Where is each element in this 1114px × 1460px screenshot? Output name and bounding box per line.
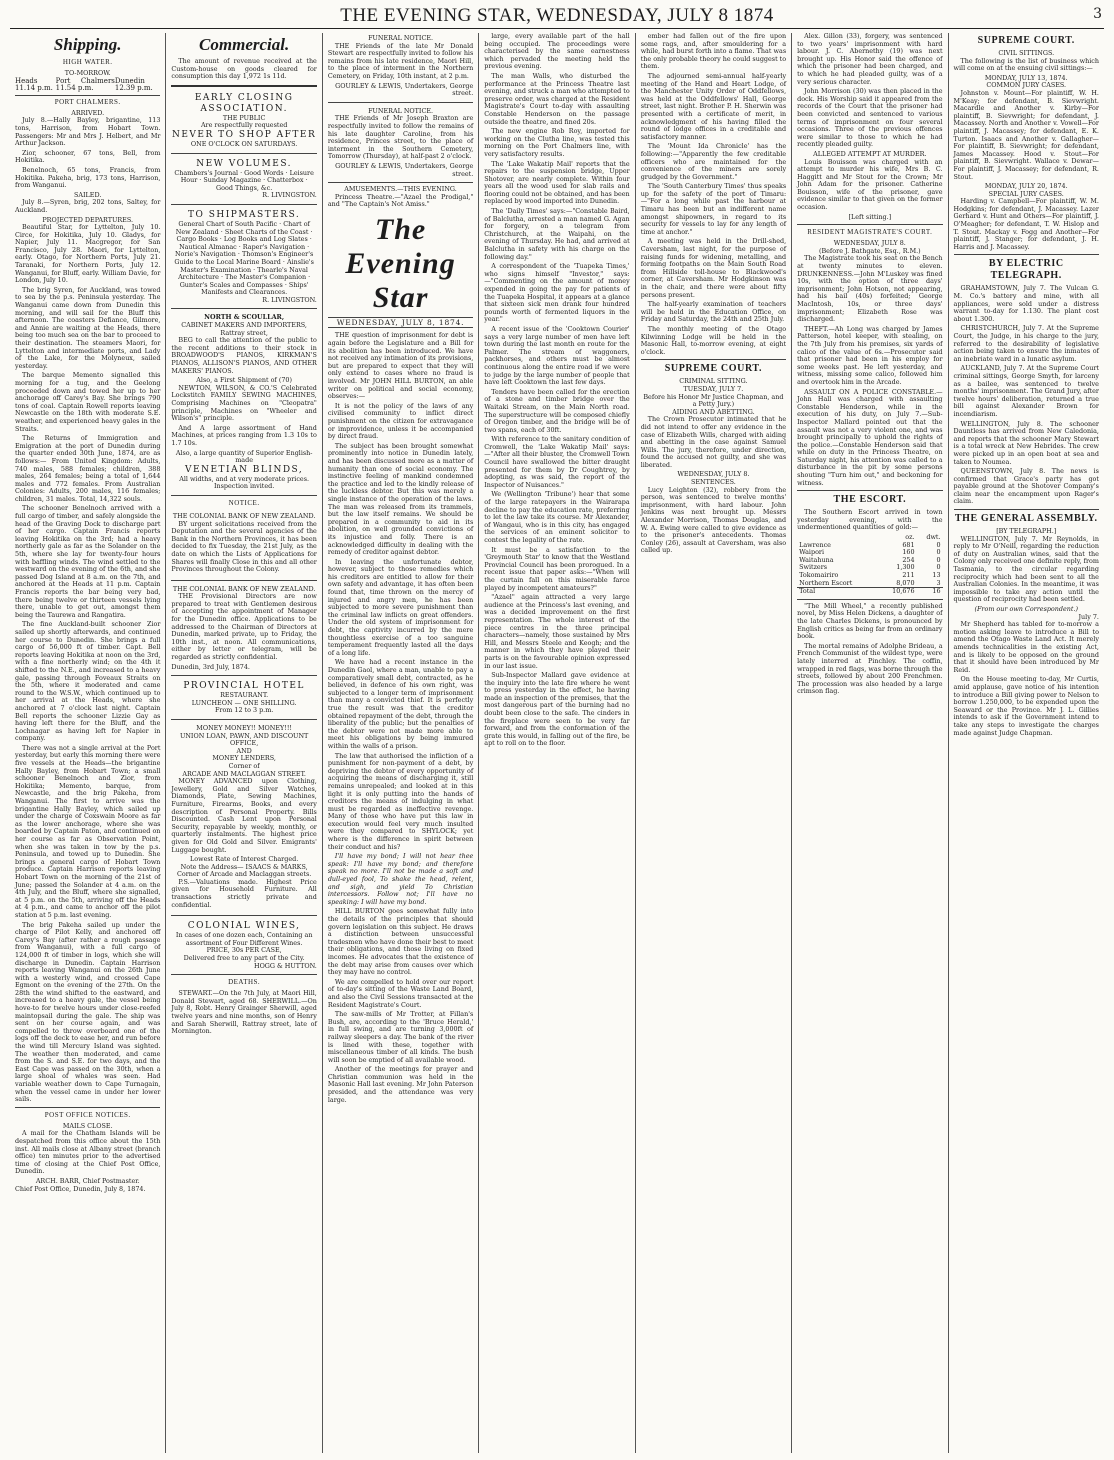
assembly-paragraph: On the House meeting to-day, Mr Curtis, amid applause, gave notice of his intention to introduce a Bill giving power to Nelson to borrow 1.250,000, to be expended upon the Seaward or the Province. Mr J. L. Gillies intends to ask if the Government intend to take any steps to investigate the charges made against Judge Chapman. [953, 675, 1099, 737]
gold-oz: 681 [902, 540, 915, 549]
news-paragraph: A correspondent of the 'Tuapeka Times,' who signs himself "Investor," says:—"Commenting on the amount of money expended in going the pay for patients of the Tuapeka Hospital, it appears at a glance that sixteen sick men drank four hundred pounds worth of fermented liquors in the year." [484, 262, 630, 324]
news-paragraph: A meeting was held in the Drill-shed, Caversham, last night, for the purpose of raising funds for widening, metalling, and forming footpaths on the Main South Road from Hillside toll-house to Blackwood's corner, at Caversham. Mr Hodgkinson was in the chair, and there were about fifty persons present. [640, 237, 787, 299]
gold-oz: 1,300 [896, 563, 915, 572]
news-paragraph: The new engine Rob Roy, imported for working on the Clutha line, was tested this morning on the Port Chalmers line, with very satisfactory results. [484, 127, 630, 158]
funeral-body: THE Friends of the late Mr Donald Stewart are respectfully invited to follow his remains from his late residence, Maori Hill, to the place of interment in the Northern Cemetery, on Friday, 10th instant, at 2 p.m. [327, 41, 474, 80]
ad-new-volumes [171, 157, 316, 205]
funeral-signature: GOURLEY & LEWIS, Undertakers, George street. [335, 161, 474, 178]
ad-line: From 12 to 3 p.m. [214, 706, 274, 715]
ad-early-closing-title: EARLY CLOSING ASSOCIATION. [194, 92, 294, 114]
court-subheading: ALLEGED ATTEMPT AT MURDER. [813, 149, 927, 158]
court-paragraph: The Magistrate took his seat on the Bench at twenty minutes to eleven. DRUNKENNESS.—John M'Luskey was fined 10s, with the option of three days' imprisonment; John Hotson, not appearing, had his bail (40s) forfeited; George MacIntosh, 10s, or three days' imprisonment; Elizabeth Rose was discharged. [797, 254, 943, 324]
shipping-body-4: The schooner Benelnoch arrived with a full cargo of timber, and safely alongside the head of the Graving Dock to discharge part of her cargo. Captain Francis reports leaving Hokitika on the 3rd; had a heavy northerly gale as far as the Solander on the 5th, where she lay for twenty-four hours with baffling winds. The wind settled to the westward on the evening of the 6th, and she passed Dog Island at 8 a.m. on the 7th, and anchored at the Heads at 11 p.m. Captain Francis reports the bar being very bad, there being twelve or thirteen vessels lying there, unable to get out, amongst them being the Taurewa and Rangatira. [15, 504, 161, 619]
evening-star-masthead [328, 213, 473, 329]
telegram-paragraph: CHRISTCHURCH, July 7. At the Supreme Court, the Judge, in his charge to the jury, referred to the desirability of legislative action being taken to ensure the inmates of an inebriate ward in a lunatic asylum. [953, 324, 1099, 363]
court-paragraph: Lucy Leighton (32), robbery from the person, was sentenced to twelve months' imprisonment, with hard labour. John Jenkins was next brought up. Messrs Alexander Morrison, Thomas Douglas, and W. A. Ewing were called to give evidence as to the prisoner's antecedents. Thomas Conley (26), assault at Caversham, was also called up. [640, 485, 787, 555]
tomorrow-label: TO-MORROW. [64, 69, 111, 77]
court-subheading: COMMON JURY CASES. [986, 81, 1067, 90]
masthead-name: The Evening Star [345, 212, 456, 314]
ad-body: NEWTON, WILSON, & CO.'S Celebrated Lockstitch FAMILY SEWING MACHINES, Comprising Machines on "Cleopatra" principle, Machines on "Wheeler and Wilson's" principle. [171, 383, 317, 423]
leader-paragraph: It is not the policy of the laws of any civilised community to inflict direct punishment on the citizen for extravagance or improvidence, unless it be accompanied by direct fraud. [327, 401, 474, 441]
funeral-title: FUNERAL NOTICE. [368, 34, 434, 42]
electric-telegraph-heading: BY ELECTRIC TELEGRAPH. [988, 258, 1064, 282]
telegram-paragraph: QUEENSTOWN, July 8. The news is confirmed that Grace's party has got payable ground at the Shotover Company's claim near the encampment upon Rager's claim. [953, 467, 1099, 506]
criminal-sitting-label: CRIMINAL SITTING. [679, 377, 748, 386]
assembly-paragraph: WELLINGTON, July 7. Mr Reynolds, in reply to Mr O'Neill, regarding the reduction of duty on Australian wines, said that the Colony only received one definite reply, from Tasmania, to the circular regarding reciprocity which had been sent to all the Australian Colonies. In the meantime, it was impossible to take any action until the question of reciprocity had been settled. [953, 534, 1099, 604]
news-paragraph: "The Mill Wheel," a recently published novel, by Miss Helen Dickens, a daughter of the late Charles Dickens, is pronounced by English critics as being far from an ordinary book. [797, 601, 943, 641]
ad-line: VENETIAN BLINDS, [185, 464, 304, 475]
ad-line: Delivered free to any part of the City. [183, 954, 305, 963]
ad-body: THE Provisional Directors are now prepared to treat with Gentlemen desirous of accepting the appointment of Manager for the Dunedin office. Applications to be addressed to the Chairman of Directors at Dunedin, marked private, up to Friday, the 10th inst., at noon. All communications, either by letter or telegram, will be regarded as strictly confidential. [171, 592, 317, 662]
ad-line: UNION LOAN, PAWN, AND DISCOUNT OFFICE, [179, 731, 309, 748]
ad-body: BY urgent solicitations received from the Deputation and the several agencies of the Bank in the Northern Provinces, it has been decided to fix Tuesday, the 21st July, as the date on which the Lists of Applications for Shares will finally Close in this and all other Provinces throughout the Colony. [171, 519, 317, 574]
column-6 [792, 33, 948, 1453]
ad-line: Also, a large quantity of Superior English-made [175, 448, 313, 465]
notice-heading: NOTICE. [228, 498, 260, 507]
ad-line: ARCADE AND MACLAGGAN STREET. [182, 769, 306, 778]
page-number: 3 [1093, 6, 1102, 22]
ad-body: MONEY ADVANCED upon Clothing, Jewellery, Gold and Silver Watches, Diamonds, Plate, Sewing Machines, Furniture, Firearms, Books, and every description of Personal Property. Bills Discounted. Cash Lent upon Personal Security, repayable by weekly, monthly, or quarterly instalments. The highest price given for Old Gold and Silver. Emigrants' Luggage bought. [171, 777, 317, 854]
news-paragraph: ember had fallen out of the fire upon some rags, and, after smouldering for a while, had burst forth into a flame. That was the only probable theory he could suggest to them. [640, 33, 787, 71]
news-paragraph: The man Walls, who disturbed the performance at the Princess Theatre last evening, and struck a man who attempted to preserve order, was charged at the Resident Magistrate's Court to-day with assaulting Constable Henderson on the passage outside the theatre, and fined 20s. [484, 71, 630, 126]
assembly-date: July 7. [1078, 612, 1099, 621]
ad-signature: R. LIVINGSTON. [262, 295, 317, 304]
court-paragraph: ASSAULT ON A POLICE CONSTABLE.—John Hall was charged with assaulting Constable Henderson, while in the execution of his duty, on July 7.—Sub-Inspector Mallard pointed out that the assault was not a very violent one, and was brought principally to uphold the rights of the police.—Constable Henderson said that while on duty in the Princess Theatre, on Saturday night, his attention was called to a disturbance in the pit by some persons shouting "Turn him out," and beckoning for witness. [797, 387, 943, 487]
ad-colonial-bank-1 [171, 511, 316, 581]
column-header-oz: oz. [905, 533, 915, 542]
ad-title: MONEY MONEY!! MONEY!!! [196, 724, 292, 732]
escort-paragraph: The Southern Escort arrived in town yesterday evening, with the undermentioned quantities of gold:— [797, 508, 943, 532]
ad-body: BEG to call the attention of the public to the recent additions to their stock in BROADWOOD'S PIANOS, KIRKMAN'S PIANOS, ALLISON'S PIANOS, AND OTHER MAKERS' PIANOS. [171, 336, 317, 375]
news-paragraph: We (Wellington 'Tribune') hear that some of the large ratepayers in the Wairarapa decline to pay the education rate, preferring to let the law take its course. Mr Alexander, of Wangaui, who is in this city, has engaged the services of an eminent solicitor to contest the legality of the rate. [484, 490, 630, 544]
tide-port-chalmers: Port Chalmers 11.54 p.m. [55, 76, 115, 93]
masthead-date: WEDNESDAY, JULY 8, 1874. [328, 317, 473, 329]
divider [641, 359, 786, 360]
shipping-body-2: The barque Memento signalled this morning for a tug, and the Geelong proceeded down and towed her up to her anchorage off Carey's Bay. She brings 790 tons of coal. Captain Rowell reports leaving Newcastle on the 18th with moderate S.E. weather, and experienced heavy gales in the Straits. [15, 371, 161, 433]
leader-paragraph: We have had a recent instance in the Dunedin Gaol, where a man, unable to pay a comparatively small debt, contracted, as he believed, in defence of his own right, was subjected to a longer term of imprisonment than many a convicted thief. It is perfectly true the result was that the creditor obtained repayment of the debt, through the liberality of the public; but the penalties of the debtor were not made more able to meet his obligations by being immured within the walls of a prison. [327, 658, 474, 750]
news-paragraph: The 'South Canterbury Times' thus speaks up for the safety of the port of Timaru:—"For a long while past the harbour at Timaru has been but an indifferent name amongst shipowners, in regard to its security for vessels to lay for any length of time at anchor." [640, 182, 787, 236]
ad-colonial-wines [171, 919, 316, 975]
news-paragraph: "Azael" again attracted a very large audience at the Princess's last evening, and was a decided improvement on the first representation. The whole interest of the piece centres in the three principal characters—namely, those sustained by Mrs Hill, and Messrs Steele and Keogh; and the manner in which they have played their parts is on the favourable opinion expressed in our last issue. [484, 593, 630, 670]
sailed-label: SAILED. [74, 190, 102, 199]
ad-line: THE PUBLIC [222, 113, 266, 122]
by-telegraph-label: [BY TELEGRAPH.] [996, 527, 1057, 536]
news-paragraph: Sub-Inspector Mallard gave evidence at the inquiry into the late fire where he went to press yesterday in the effect, he having made an inspection of the premises, that the most dangerous part of the burning had no doubt been close to the safe. The cinders in the fireplace were seen to be very far forward, and from the conformation of the grate this would, in falling out of the fire, be apt to roll on to the floor. [484, 671, 630, 748]
divider [954, 254, 1099, 255]
ad-early-closing [171, 91, 316, 154]
court-before: (Before J. Bathgate, Esq., R.M.) [818, 246, 921, 255]
news-paragraph: Tenders have been called for the erection of a stone and timber bridge over the Waitaki Stream, on the Main North road. The superstructure will be composed chiefly of Oregon timber, and the bridge will be of two spans, each of 30ft. [484, 387, 630, 434]
ad-shipmasters-title: TO SHIPMASTERS. [187, 209, 301, 220]
gold-dwt: 0 [936, 555, 941, 564]
column-4 [479, 33, 635, 1453]
commercial-heading: Commercial. [199, 35, 290, 54]
ad-line: MONEY LENDERS, [212, 754, 276, 763]
gold-place: Lawrence [799, 540, 831, 549]
ad-signature: HOGG & HUTTON. [254, 961, 317, 970]
news-paragraph: The saw-mills of Mr Trotter, at Fillan's Bush, are, according to the 'Bruce Herald,' in full swing, and are turning 3,000ft of railway sleepers a day. The bank of the river is lined with these, together with miscellaneous timber of all kinds. The bush will soon be emptied of all available wood. [327, 1010, 474, 1064]
news-paragraph: The adjourned semi-annual half-yearly meeting of the Hand and Heart Lodge, of the Manchester Unity Order of Oddfellows, was held at the Oddfellows' Hall, George street, last night. Brother P. H. Sherwin was presented with a certificate of merit, in acknowledgment of his having filled the round of lodge offices in a creditable and satisfactory manner. [640, 71, 787, 141]
shipping-body-3: The Returns of Immigration and Emigration at the port of Dunedin during the quarter ended 30th June, 1874, are as follows:— From United Kingdom: Adults, 740 males, 588 females; children, 388 males, 264 females; being a total of 1,644 males and 772 females. From Australian Colonies: Adults, 200 males, 116 females; children, 31 males. Total, 14,322 souls. [15, 434, 161, 503]
news-paragraph: It must be a satisfaction to the 'Greymouth Star' to know that the Westland Provincial Council has been prorogued. In a recent issue that paper asks:—"When will the curtain fall on this miserable farce played by incompetent amateurs?" [484, 545, 630, 592]
court-paragraph: The Crown Prosecutor intimated that he did not intend to offer any evidence in the case of Elizabeth Wills, charged with aiding and abetting in the case against Samuel Wills. The jury, therefore, under direction, found the accused not guilty, and she was liberated. [640, 415, 787, 469]
ad-title: THE COLONIAL BANK OF NEW ZEALAND. [172, 511, 316, 520]
tide-heads: Heads 11.14 p.m. [15, 76, 53, 93]
commercial-revenue: The amount of revenue received at the Custom-house on goods cleared for consumption this day 1,972 1s 11d. [171, 57, 317, 81]
court-date: WEDNESDAY, JULY 8. [833, 239, 906, 248]
ad-line: Note the Address— ISAACS & MARKS, Corner of Arcade and Maclaggan streets. [176, 862, 312, 879]
ad-line: AND [236, 746, 252, 755]
divider [797, 224, 942, 225]
leader-paragraph: In leaving the unfortunate debtor, however, subject to those remedies which his creditors are entitled to allow for their own safety and advantage, it has often been found that, time thrown on the mercy of injured and angry men, he has been subjected to more severe punishment than the criminal law inflicts on great offenders. Under the old system of imprisonment for debt, the captivity incurred by the mere thoughtless exercise of a too sanguine temperament frequently lasted all the days of a long life. [327, 557, 474, 657]
news-paragraph: The half-yearly examination of teachers will be held in the Education Office, on Friday and Saturday, the 24th and 25th July. [640, 300, 787, 324]
resident-magistrate-heading: RESIDENT MAGISTRATE'S COURT. [807, 228, 933, 237]
ad-list: Chambers's Journal · Good Words · Leisure Hour · Sunday Magazine · Chatterbox · Good Things, &c. [174, 168, 314, 192]
funeral-notice-2 [328, 106, 473, 183]
assembly-paragraph: Mr Shepherd has tabled for to-morrow a motion asking leave to introduce a Bill to amend the Otago Waste Land Act. It merely amends technicalities in the existing Act, and is likely to be opposed on the ground that it should have been introduced by Mr Reid. [953, 620, 1099, 674]
ad-line: In cases of one dozen each, Containing an assortment of Four Different Wines. [175, 931, 313, 947]
gold-oz: 8,070 [896, 578, 915, 587]
divider [954, 509, 1099, 510]
arrival-2: Zior, schooner, 67 tons, Bell, from Hokitika. [15, 148, 161, 165]
columns [10, 33, 1104, 1453]
ad-provincial-hotel [171, 679, 316, 720]
ad-title: PROVINCIAL HOTEL [183, 681, 305, 692]
projected-departures: Beautiful Star, for Lyttelton, July 10. Circe, for Hokitika, July 10. Gladys, for Napier, July 11. Macgregor, for San Francisco, July 28. Maori, for Lyttelton, early. Otago, for Northern Ports, July 21. Taranaki, for Northern Ports, July 12. Wanganui, for Bluff, early. William Davie, for London, July 10. [15, 223, 161, 285]
ad-signature: R. LIVINGSTON. [262, 191, 317, 200]
court-date: TUESDAY, JULY 7. [683, 384, 744, 393]
gold-dwt: 13 [932, 571, 941, 579]
tide-dunedin: Dunedin 12.39 p.m. [114, 76, 153, 93]
ad-line: Corner of [228, 761, 260, 770]
page-header-title: THE EVENING STAR, WEDNESDAY, JULY 8 1874 [340, 5, 774, 26]
ad-line: Also, a First Shipment of (70) [196, 376, 292, 385]
ad-line: PRICE, 30s PER CASE, [206, 946, 282, 955]
court-subheading: SPECIAL JURY CASES. [988, 189, 1064, 198]
ad-new-volumes-title: NEW VOLUMES. [196, 158, 293, 169]
gold-total-oz: 10,676 [879, 588, 917, 596]
court-subheading: SENTENCES. [690, 478, 736, 487]
arrival-3: Benelnoch, 65 tons, Francis, from Hokitika. Pakeha, brig, 173 tons, Harrison, from Wanganui. [15, 165, 161, 190]
shipping-body-6: There was not a single arrival at the Port yesterday, but early this morning there were five vessels at the Heads—the brigantine Hally Bayley, from Hobart Town; a small schooner Benelnoch and Zior, from Hokitika; Memento, barque, from Newcastle, and the brig Pakeha, from Wanganui. The first to arrive was the brigantine Hally Bayley, which sailed up under the charge of Coxswain Moore as far as the lower anchorage, where she was boarded by Captain Paton, and continued on her course as far as Observation Point, when she was taken in tow by the p.s. Peninsula, and towed up to Dunedin. She brings a general cargo of Hobart Town produce. Captain Harrison reports leaving Hobart Town on the morning of the 21st of June; passed the Solander at 4 a.m. on the 4th July, and the Bluff, where she signalled, at 5 p.m. on the 5th, arriving off the Heads at 4 p.m., and came to anchor off the pilot station at 5 p.m. last evening. [15, 743, 161, 919]
funeral-title: FUNERAL NOTICE. [368, 106, 434, 115]
supreme-court-civil-heading: SUPREME COURT. [977, 35, 1075, 46]
funeral-notice-1 [328, 33, 473, 103]
column-2 [166, 33, 322, 1453]
column-3 [323, 33, 479, 1453]
deaths-heading: DEATHS. [228, 978, 261, 987]
arrived-label: ARRIVED. [71, 108, 105, 117]
sailed-1: July 8.—Syren, brig, 202 tons, Saltey, for Auckland. [15, 198, 161, 214]
news-paragraph: The mortal remains of Adolphe Brideau, a French Communist of the wildest type, were lately interred at Pinchley. The coffin, wrapped in red flags, was borne through the streets, followed by about 200 Frenchmen. The procession was also headed by a large crimson flag. [797, 641, 943, 696]
gold-dwt: 0 [936, 540, 941, 549]
shipping-body-7: The brig Pakeha sailed up under the charge of Pilot Kelly, and anchored off Carey's Bay (after rather a rough passage from Wanganui), with a full cargo of 124,000 ft of timber in logs, which she will discharge in Dunedin. Captain Harrison reports leaving Wanganui on the 26th June with a westerly wind, and crossed Cape Egmont on the evening of the 27th. On the 28th the wind shifted to the eastward, and increased to a heavy gale, the vessel being hove-to for twelve hours under close-reefed maintopsail during the gale. The ship was sent on her course again, and was compelled to throw overboard one of the logs off the deck to ease her, and run before the wind till Mercury Island was sighted. The weather then moderated, and came from the S. and S.E. for two days, and the East Cape was passed on the 30th, when a large shoal of whales was seen. Had variable weather down to Cape Turnagain, when the vessel came in under her lower sails. [15, 920, 161, 1104]
leader-paragraph: The subject has been brought somewhat prominently into notice in Dunedin lately, and has been discussed more as a matter of humanity than one of social economy. The instinctive feeling of mankind condemned the practice and led to the kindly release of the luckless debtor. But this was merely a single instance of the operation of the laws. The man was released from its trammels, but the law itself remains. We should be prepared in a community to aid in its abolition, on well grounded convictions of its injustice and folly. There is an acknowledged difficulty in dealing with the remedy of creditor against debtor. [327, 441, 474, 557]
leader-paragraph: HILL BURTON goes somewhat fully into the details of the principles that should govern legislation on this subject. He draws a distinction between unsuccessful tradesmen who have done their best to meet their obligations, and those living on fixed incomes. He advocates that the existence of the debt may arise from causes over which they may have no control. [327, 907, 474, 977]
case-list: Harding v. Campbell—For plaintiff, W. M. Hodgkins; for defendant, J. Macassey. Lazer Gerhard v. Hunt and Others—For plaintiff, J. O'Meagher; for defendant, T. W. Hislop and T. Stout. Mackay v. Fogg and Another—For plaintiff, J. Stanger; for defendant, J. H. Harris and J. Macassey. [953, 197, 1099, 251]
ad-line: NEVER TO SHOP AFTER [171, 129, 317, 140]
ad-line: RESTAURANT. [220, 691, 269, 700]
ad-line: CABINET MAKERS AND IMPORTERS, Rattray street, [181, 321, 307, 337]
ad-body: P.S.—Valuations made. Highest Price given for Household Furniture. All transactions strictly private and confidential. [171, 877, 317, 909]
news-paragraph: A recent issue of the 'Cooktown Courier' says a very large number of men have left town during the last month en route for the Palmer. The stream of waggoners, packhorses, and others must be almost continuous along the entire road if we were to judge by the large number of people that have left Cooktown the last few days. [484, 324, 630, 387]
ad-line: Inspection invited. [214, 482, 275, 491]
column-1 [10, 33, 166, 1453]
news-paragraph: large, every available part of the hall being occupied. The proceedings were characterised by the same earnestness which pervaded the meeting held the previous evening. [484, 33, 630, 71]
court-paragraph: Louis Bouisson was charged with an attempt to murder his wife, Mrs B. C. Haggitt and Mr Stout for the Crown; Mr John Adam for the prisoner. Catherine Bouisson, wife of the prisoner, gave evidence similar to that given on the former occasion. [797, 157, 943, 212]
news-paragraph: The monthly meeting of the Otago Kilwinning Lodge will be held in the Masonic Hall, to-morrow evening, at eight o'clock. [640, 324, 787, 356]
table-total-row [797, 588, 942, 596]
divider [797, 490, 942, 491]
court-subheading: AIDING AND ABETTING. [672, 407, 755, 416]
shipping-heading: Shipping. [53, 35, 122, 54]
telegram-paragraph: WELLINGTON, July 8. The schooner Dauntless has arrived from New Caledonia, and reports that the schooner Mary Stewart is a total wreck at New Hebrides. The crew were picked up in an open boat at sea and taken to Noumea. [953, 419, 1099, 466]
court-paragraph: John Morrison (30) was then placed in the dock. His Worship said it appeared from the records of the Court that the prisoner had been convicted and sentenced to various terms of imprisonment on four several occasions. Three of the previous offences were similar to those to which he had recently pleaded guilty. [797, 87, 943, 149]
gold-place: Switzers [799, 563, 828, 572]
ad-date: Dunedin, 3rd July, 1874. [171, 662, 250, 671]
tide-table [15, 78, 160, 96]
court-date: MONDAY, JULY 20, 1874. [984, 182, 1068, 191]
port-heading: PORT CHALMERS. [54, 97, 121, 106]
gold-place: Waipori [799, 548, 825, 557]
gold-dwt: 3 [936, 578, 941, 587]
ad-line: Are respectfully requested [200, 121, 288, 130]
court-before: Before his Honor Mr Justice Chapman, and a Petty Jury.) [643, 392, 784, 409]
gold-place: Northern Escort [799, 578, 853, 587]
gold-oz: 254 [902, 555, 915, 564]
amusements-body: Princess Theatre.—"Azael the Prodigal," and "The Captain's Not Amiss." [327, 192, 474, 209]
column-header-dwt: dwt. [926, 533, 941, 542]
court-paragraph: The following is the list of business which will come on at the ensuing civil sittings:— [953, 56, 1099, 73]
general-assembly-heading: THE GENERAL ASSEMBLY. [954, 513, 1098, 525]
divider [171, 85, 316, 87]
own-correspondent-label: (From our own Correspondent.) [974, 605, 1078, 613]
column-7 [949, 33, 1104, 1453]
divider [797, 599, 942, 600]
post-office-heading: POST OFFICE NOTICES. [44, 1110, 131, 1119]
telegram-paragraph: GRAHAMSTOWN, July 7. The Vulcan G. M. Co.'s battery and mine, with all appliances, were sold under a distress warrant to-day for 1.130. The plant cost about 1.300. [953, 284, 1099, 323]
ad-line: All widths, and at very moderate prices. [179, 474, 310, 483]
civil-sittings-label: CIVIL SITTINGS. [998, 49, 1055, 57]
gold-place: Waitahuna [799, 555, 834, 564]
news-paragraph: The 'Daily Times' says:—"Constable Baird, of Balclutha, arrested a man named G. Agan for forgery, on a telegram from Christchurch, at the Waipahi, on the evening of Thursday. He had, and arrived at Balclutha in safety with his charge on the following day." [484, 207, 630, 261]
supreme-court-criminal-heading: SUPREME COURT. [664, 363, 763, 375]
amusements-heading: AMUSEMENTS.—THIS EVENING. [344, 185, 457, 194]
gold-escort-table [797, 534, 942, 596]
gold-oz: 160 [902, 548, 915, 557]
column-5 [636, 33, 792, 1453]
ad-line: Lowest Rate of Interest Charged. [190, 855, 299, 864]
projected-label: PROJECTED DEPARTURES. [42, 215, 134, 224]
ad-colonial-bank-2 [171, 584, 316, 677]
ad-line: LUNCHEON — ONE SHILLING. [191, 698, 297, 707]
ad-title: COLONIAL WINES, [187, 921, 301, 932]
ad-north-scoullar [171, 312, 316, 495]
shipping-body-1: The brig Syren, for Auckland, was towed to sea by the p.s. Peninsula yesterday. The Wanganui came down from Dunedin this morning, and will sail for the Bluff this afternoon. The coasters Defiance, Gilmore, and Annie are waiting at the Heads, there being too much sea on the bar to proceed to their destination. The steamers Maori, for Lyttelton and intermediate ports, and Lady of the Lake, for the Molyneux, sailed yesterday. [15, 285, 161, 370]
left-sitting-note: [Left sitting.] [848, 212, 892, 221]
post-office-date: Chief Post Office, Dunedin, July 8, 1874. [15, 1184, 146, 1193]
news-paragraph: The 'Mount Ida Chronicle' has the following:—"Apparently the few creditable officers who are maintained for the convenience of the miners are sorely grudged by the Government." [640, 142, 787, 181]
gold-total-label: Total [797, 588, 879, 596]
gold-place: Tokomairiro [799, 571, 839, 579]
court-paragraph: Alex. Gillon (33), forgery, was sentenced to two years' imprisonment with hard labour. J. C. Abernethy (19) was next brought up. His Honor said the offence of which the prisoner had been charged, and to which he had pleaded guilty, was of a very serious character. [797, 33, 943, 86]
gold-dwt: 0 [936, 548, 941, 557]
news-paragraph: Another of the meetings for prayer and Christian communion was held in the Masonic Hall last evening. Mr John Paterson presided, and the attendance was very large. [327, 1065, 474, 1104]
leader-paragraph: The law that authorised the infliction of a punishment for non-payment of a debt, by depriving the debtor of every opportunity of acquiring the means of discharging it, still remains unrepealed; and looked at in this light it is only putting into the hands of creditors the means of indulging in what must be regarded as ineffective revenge. Many of those who have put this law in execution would feel very much insulted were they compared to SHYLOCK; yet where is the difference in spirit between their conduct and his? [327, 751, 474, 851]
court-paragraph: THEFT.—Ah Long was charged by James Patterson, hotel keeper, with stealing, on the 7th July from his premises, six yards of calico of the value of 6s.—Prosecutor said that prisoner had been in his employ for some weeks past. He left yesterday, and witness, missing some calico, followed him and overtook him in the Arcade. [797, 324, 943, 386]
ad-line: ONE O'CLOCK ON SATURDAYS. [190, 139, 298, 148]
funeral-signature: GOURLEY & LEWIS, Undertakers, George street. [335, 81, 474, 98]
deaths-body: STEWART.—On the 7th July, at Maori Hill, Donald Stewart, aged 68. SHERWILL.—On July 8, Robt. Henry Grainger Sherwill, aged twelve years and nine months, son of Henry and Sarah Sherwill, Rattray street, late of Mornington. [171, 989, 317, 1036]
ad-list: General Chart of South Pacific · Chart of New Zealand · Sheet Charts of the Coast · Cargo Books · Log Books and Log Slates · Nautical Almanac · Raper's Navigation · Norie's Navigation · Thomson's Engineer's Guide to the Local Marine Board · Ainslie's Master's Examination · Thearle's Naval Architecture · The Master's Companion · Gunter's Scales and Compasses · Ships' Manifests and Clearances. [174, 219, 314, 297]
ad-north-scoullar-title: NORTH & SCOULLAR, [204, 313, 285, 322]
ad-body: And A large assortment of Hand Machines, at prices ranging from 1.3 10s to 1.7 10s. [171, 423, 317, 447]
mails-close-label: MAILS CLOSE. [62, 1121, 113, 1130]
leader-paragraph: THE question of imprisonment for debt is again before the Legislature and a Bill for its abolition has been introduced. We have not received any intimation of its provisions, but are prepared to expect that they will only extend to cases where no fraud is involved. Mr JOHN HILL BURTON, an able writer on political and social economy, observes:— [327, 331, 474, 401]
gold-total-dwt: 16 [917, 588, 943, 596]
leader-quotation: I'll have my bond; I will not hear thee speak: I'll have my bond; and therefore speak no more. I'll not be made a soft and dull-eyed fool, To shake the head, relent, and sigh, and yield To Christian intercessors. Follow not; I'll have no speaking: I will have my bond. [327, 852, 474, 906]
divider [15, 1107, 160, 1108]
ad-money-lenders [171, 723, 316, 916]
news-paragraph: We are compelled to hold over our report of to-day's sitting of the Waste Land Board, and also the Civil Sessions transacted at the Resident Magistrate's Court. [327, 977, 474, 1009]
court-date: WEDNESDAY, JULY 8. [677, 470, 750, 479]
table-row [797, 580, 942, 588]
shipping-body-5: The fine Auckland-built schooner Zior sailed up shortly afterwards, and continued her course to Dunedin. She brings a full cargo of 56,000 ft of timber. Capt. Bell reports leaving Hokitika at noon on the 3rd, with a fine northerly wind; on the 4th it shifted to the N.E., and increased to a heavy gale, passing through Foveaux Straits on the 5th, where it moderated and came round to the W.S.W., which continued up to her arrival at the Heads, where she anchored at 7 o'clock last night. Captain Bell reports the schooner Lizzie Gay as having left there for the Bluff, and the Lochnagar as having left for Napier in company. [15, 620, 161, 743]
court-date: MONDAY, JULY 13, 1874. [984, 73, 1068, 82]
funeral-body: THE Friends of Mr Joseph Braxton are respectfully invited to follow the remains of his late daughter Caroline, from his residence, Princes street, to the place of interment in the Southern Cemetery, Tomorrow (Thursday), at half-past 2 o'clock. [327, 114, 474, 161]
gold-oz: 211 [902, 571, 915, 579]
gold-dwt: 0 [936, 563, 941, 572]
page-header [10, 4, 1104, 29]
telegram-paragraph: AUCKLAND, July 7. At the Supreme Court criminal sittings, George Smyth, for larceny as a bailee, was sentenced to twelve months' imprisonment. The Grand Jury, after twelve hours' deliberation, returned a true bill against Alexander Brown for incendiarism. [953, 364, 1099, 418]
arrival-1: July 8.—Hally Bayley, brigantine, 113 tons, Harrison, from Hobart Town. Passengers: Mr and Mrs J. Helbert, and Mr Arthur Jackson. [15, 116, 161, 148]
post-office-signature: ARCH. BARR, Chief Postmaster. [35, 1176, 140, 1185]
ad-title: THE COLONIAL BANK OF NEW ZEALAND. [172, 584, 316, 593]
post-office-body: A mail for the Chatham Islands will be despatched from this office about the 15th inst. All mails close at Albany street (branch office) ten minutes prior to the advertised time of closing at the Chief Post Office, Dunedin. [15, 1129, 161, 1176]
ad-shipmasters [171, 208, 316, 310]
case-list: Johnston v. Mount—For plaintiff, W. H. M'Keay; for defendant, B. Sievwright. Macardle and Another v. Kirby—For plaintiff, B. Sievwright; for defendant, J. Macassey. North and Another v. Vowell—For plaintiff, J. Macassey; for defendant, E. K. Turton. Isaacs and Another v. Gallagher—For plaintiff, B. Sievwright; for defendant, James Macassey. Hood v. Stout—For plaintiff, B. Sievwright. Wallace v. Dewar—For plaintiff, J. Macassey; for defendant, R. Stout. [953, 88, 1099, 181]
news-paragraph: With reference to the sanitary condition of Cromwell, the 'Lake Wakatip Mail' says:—"After all their bluster, the Cromwell Town Council have swallowed the bitter draught presented for them by Dr Coughtrey, by adopting, as was said, the report of the Inspector of Nuisances." [484, 435, 630, 489]
news-paragraph: The 'Lake Wakatip Mail' reports that the repairs to the suspension bridge, Upper Shotover, are nearly complete. Within four years all the wood used for slab rails and flooring could not be obtained, and has been replaced by wood imported into Dunedin. [484, 159, 630, 206]
high-water-heading: HIGH WATER. [62, 58, 113, 66]
escort-heading: THE ESCORT. [833, 494, 907, 506]
